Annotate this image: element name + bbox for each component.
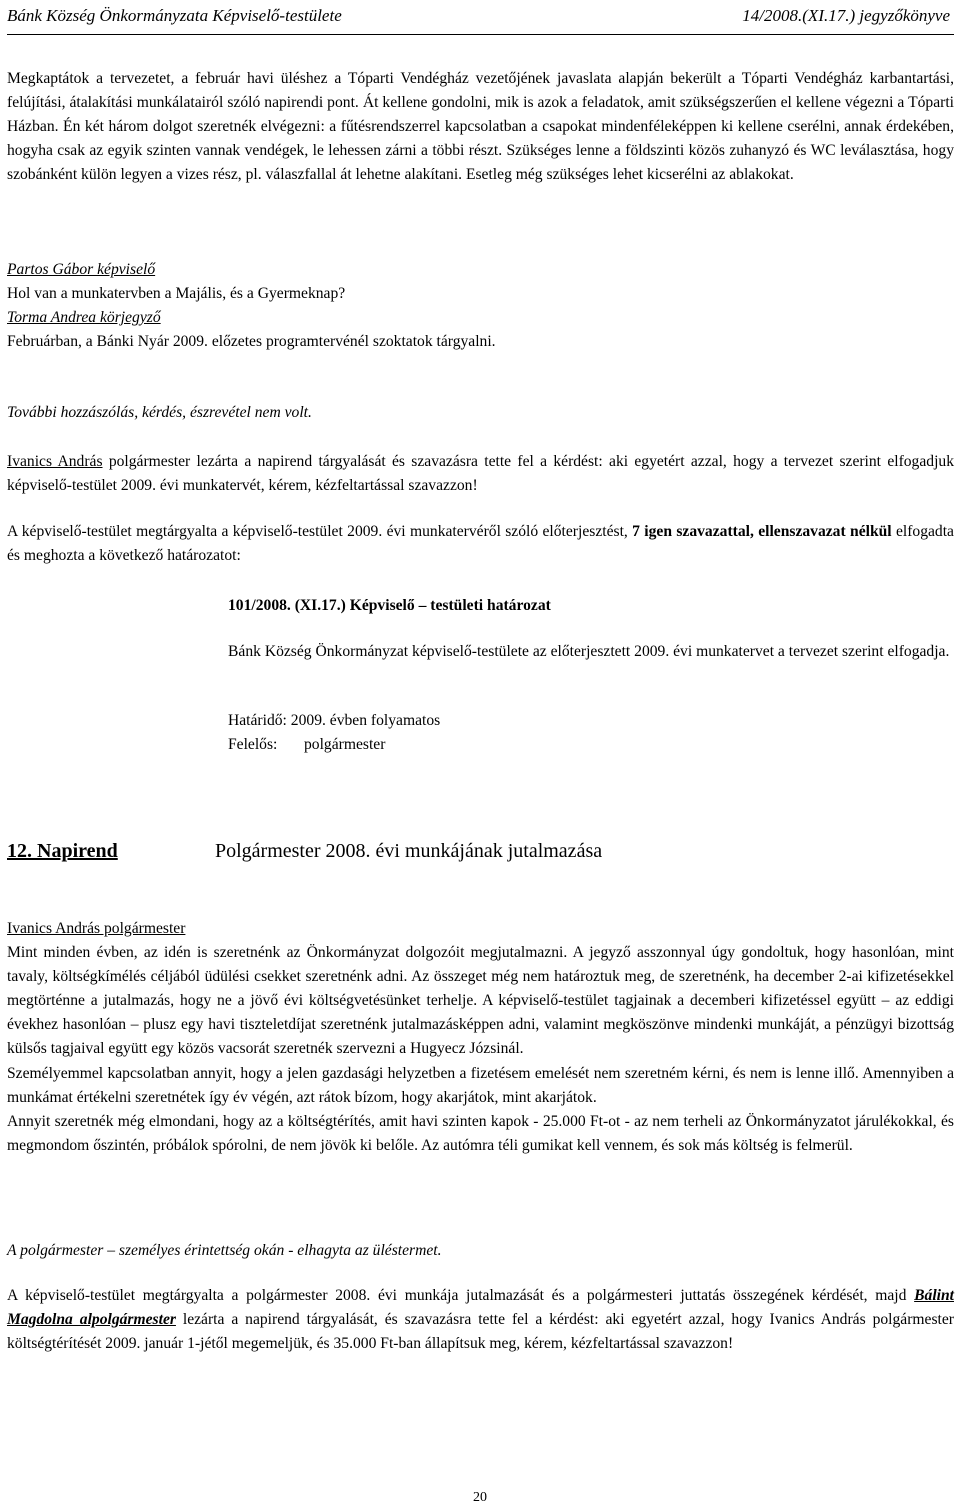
partos-comment <box>7 258 954 306</box>
agenda-number: 12. Napirend <box>7 840 118 862</box>
header-council-name: Bánk Község Önkormányzata Képviselő-testülete <box>7 6 342 25</box>
resolution-title-rest: testületi határozat <box>430 597 551 614</box>
intro-paragraph: Megkaptátok a tervezetet, a február havi üléshez a Tóparti Vendégház vezetőjének javaslata alapján bekerült a Tóparti Vendégház karbantartási, felújítási, átalakítási munkálatairól szóló napirendi pont. Át kellene gondolni, mik is azok a feladatok, amit szükségszerűen el kellene végezni a Tóparti Házban. Én két három dolgot szeretnék elvégezni: a fűtésrendszerrel kapcsolatban a csapokat mindenféleképpen ki kellene cserélni, annak érdekében, hogyha csak az egyik szinten vannak vendégek, le lehessen zárni a többi részt. Szükséges lenne a földszinti közös zuhanyzó és WC leválasztása, hogy szobánként külön legyen a vizes rész, pl. válaszfallal át lehetne alakítani. Esetleg még szükséges lehet kicserélni az ablakokat. <box>7 70 954 184</box>
final-text-start: A képviselő-testület megtárgyalta a polgármester 2008. évi munkája jutalmazását és a polgármesteri juttatás összegének kérdését, majd <box>7 1287 915 1304</box>
page-number: 20 <box>473 1490 487 1505</box>
speaker-ivanics: Ivanics András <box>7 453 103 470</box>
partos-question: Hol van a munkatervben a Majális, és a Gyermeknap? <box>7 285 346 303</box>
mayor-speech-p2: Személyemmel kapcsolatban annyit, hogy a jelen gazdasági helyzetben a fizetésem emelését nem szeretném kérni, és nem is lenne illő. Amennyiben a munkámat értékelni szeretnétek így év végén, azt rátok bízom, hogy akarjátok, mint akarjátok. <box>7 1064 954 1106</box>
decision-intro-text-end: elfogadta és meghozta a következő határozatot: <box>7 523 954 565</box>
resolution-responsible <box>228 733 956 757</box>
resolution-text: Bánk Község Önkormányzat képviselő-testülete az előterjesztett 2009. évi munkatervet a tervezet szerint elfogadja. <box>228 643 950 660</box>
header-minutes-id: 14/2008.(XI.17.) jegyzőkönyve <box>742 6 950 25</box>
resolution-dash: – <box>418 597 427 614</box>
torma-answer: Februárban, a Bánki Nyár 2009. előzetes programtervénél szoktatok tárgyalni. <box>7 333 496 351</box>
final-paragraph <box>7 1284 954 1356</box>
speaker-torma: Torma Andrea körjegyző <box>7 309 161 326</box>
torma-comment <box>7 306 954 354</box>
no-more-comments: További hozzászólás, kérdés, észrevétel nem volt. <box>7 404 312 421</box>
vote-call-paragraph <box>7 450 954 498</box>
mayor-left-note: A polgármester – személyes érintettség okán - elhagyta az üléstermet. <box>7 1242 442 1259</box>
deadline-value: 2009. évben folyamatos <box>290 712 441 729</box>
vote-result: 7 igen szavazattal, ellenszavazat nélkül <box>632 523 892 540</box>
decision-intro-text: A képviselő-testület megtárgyalta a képviselő-testület 2009. évi munkatervéről szóló előterjesztést, <box>7 523 633 540</box>
responsible-label: Felelős: <box>228 736 278 753</box>
resolution-title <box>228 594 956 618</box>
responsible-value: polgármester <box>304 736 386 753</box>
speaker-deputy-mayor: Bálint Magdolna alpolgármester <box>7 1287 954 1329</box>
mayor-speech-p3: Annyit szeretnék még elmondani, hogy az a költségtérítés, amit havi szinten kapok - 25.000 Ft-ot - az nem terheli az Önkormányzatot járulékokkal, és megmondom őszintén, próbálok spórolni, de nem jövök ki belőle. Az autómra téli gumikat kell vennem, és sok más költség is felmerül. <box>7 1112 954 1154</box>
speaker-partos: Partos Gábor képviselő <box>7 261 156 278</box>
vote-call-text: polgármester lezárta a napirend tárgyalását és szavazásra tette fel a kérdést: aki egyetért azzal, hogy a tervezet szerint elfogadjuk képviselő-testület 2009. évi munkatervét, kérem, kézfeltartással szavazzon! <box>7 453 955 495</box>
resolution-deadline <box>228 709 956 733</box>
final-text-end: lezárta a napirend tárgyalását, és szavazásra tette fel a kérdést: aki egyetért azzal, hogy Ivanics András polgármester költségtérítését 2009. január 1-jétől megemeljük, és 35.000 Ft-ban állapítsuk meg, kérem, kézfeltartással szavazzon! <box>7 1311 954 1353</box>
mayor-speech-p1: Mint minden évben, az idén is szeretnénk az Önkormányzat dolgozóit megjutalmazni. A jegyző asszonnyal úgy gondoltuk, hogy hasonlóan, mint tavaly, költségkímélés céljából üdülési csekket szeretnénk adni. Az összeget még nem határoztuk meg, de szeretnénk, ha december 2-ai kifizetésekkel megtörténne a jutalmazás, hogy ne a jövő évi költségvetésünket terhelje. A képviselő-testület tagjainak a decemberi kifizetéssel együtt – az eddigi évekhez hasonlóan – plusz egy havi tiszteletdíjat szeretnénk jutalmazásképpen adni, valamint megköszönve mindenki munkáját, a pénzügyi bizottság külsős tagjaival együtt egy közös vacsorát szeretnék szervezni a Hugyecz Józsinál. <box>7 944 954 1058</box>
speaker-mayor: Ivanics András polgármester <box>7 920 186 937</box>
deadline-label: Határidő: <box>228 712 287 729</box>
resolution-number: 101/2008. (XI.17.) Képviselő <box>228 597 415 614</box>
agenda-title: Polgármester 2008. évi munkájának jutalmazása <box>215 840 603 862</box>
agenda-heading <box>7 840 954 868</box>
decision-intro-paragraph <box>7 520 954 568</box>
page-header <box>7 6 954 35</box>
mayor-speech <box>7 917 954 1158</box>
